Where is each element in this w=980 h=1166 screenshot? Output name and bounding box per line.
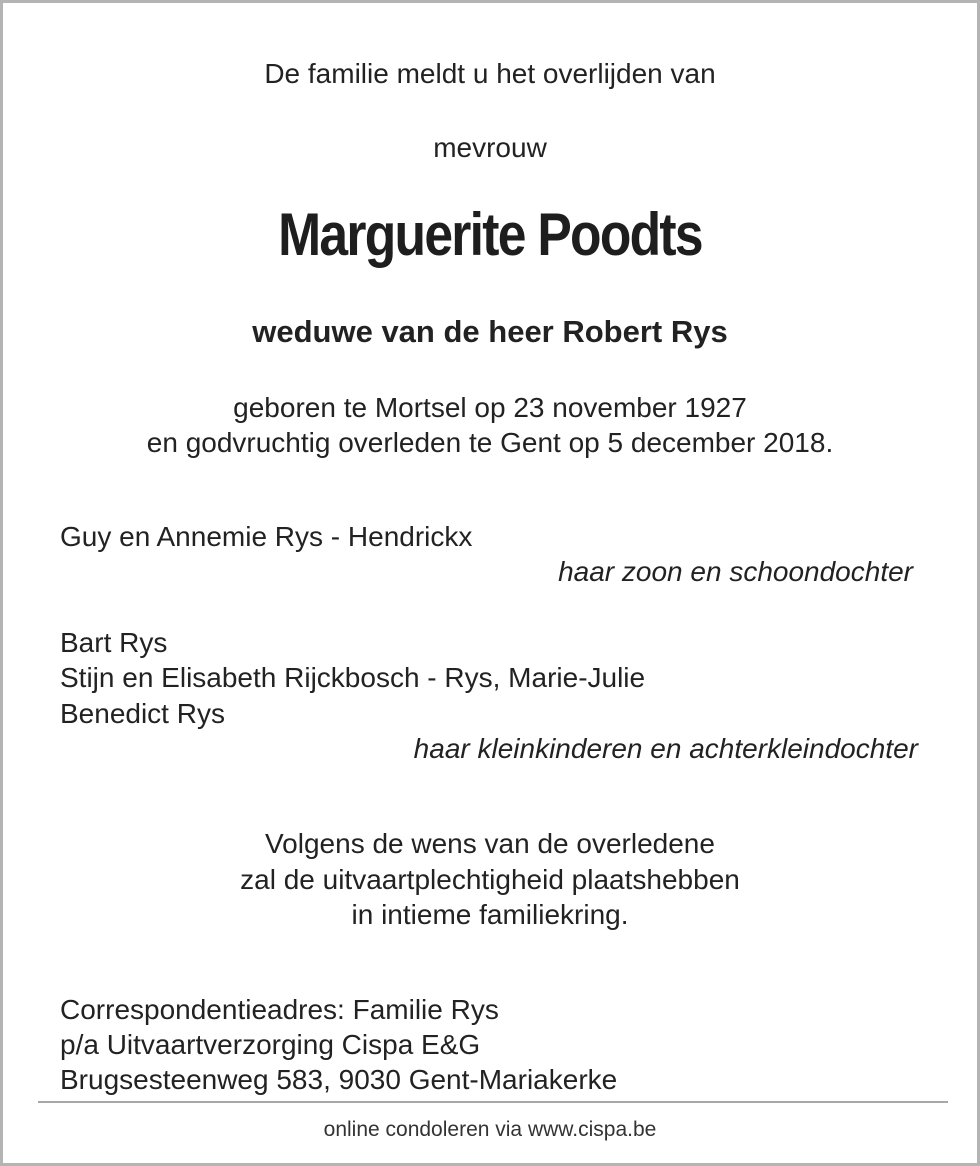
family-role: haar kleinkinderen en achterkleindochter — [413, 733, 918, 764]
family-name-line: Guy en Annemie Rys - Hendrickx — [60, 521, 473, 552]
family-name-line: Stijn en Elisabeth Rijckbosch - Rys, Marie-Julie — [60, 662, 646, 693]
family-name-line: Bart Rys — [60, 627, 168, 658]
relation-line: weduwe van de heer Robert Rys — [252, 314, 728, 349]
divider — [38, 1101, 948, 1103]
intro-text: De familie meldt u het overlijden van — [264, 58, 716, 89]
family-name-line: Benedict Rys — [60, 698, 225, 729]
deceased-name: Marguerite Poodts — [278, 201, 702, 268]
funeral-line: zal de uitvaartplechtigheid plaatshebben — [240, 864, 740, 895]
funeral-line: Volgens de wens van de overledene — [265, 828, 715, 859]
death-line: en godvruchtig overleden te Gent op 5 december 2018. — [146, 427, 834, 458]
footer-condolence-link[interactable]: online condoleren via www.cispa.be — [323, 1118, 657, 1141]
family-role: haar zoon en schoondochter — [558, 556, 913, 587]
correspondence-line: p/a Uitvaartverzorging Cispa E&G — [60, 1029, 481, 1060]
funeral-line: in intieme familiekring. — [351, 899, 629, 930]
correspondence-line: Correspondentieadres: Familie Rys — [60, 994, 499, 1025]
birth-line: geboren te Mortsel op 23 november 1927 — [233, 392, 747, 423]
salutation: mevrouw — [433, 132, 547, 163]
correspondence-line: Brugsesteenweg 583, 9030 Gent-Mariakerke — [60, 1064, 618, 1095]
